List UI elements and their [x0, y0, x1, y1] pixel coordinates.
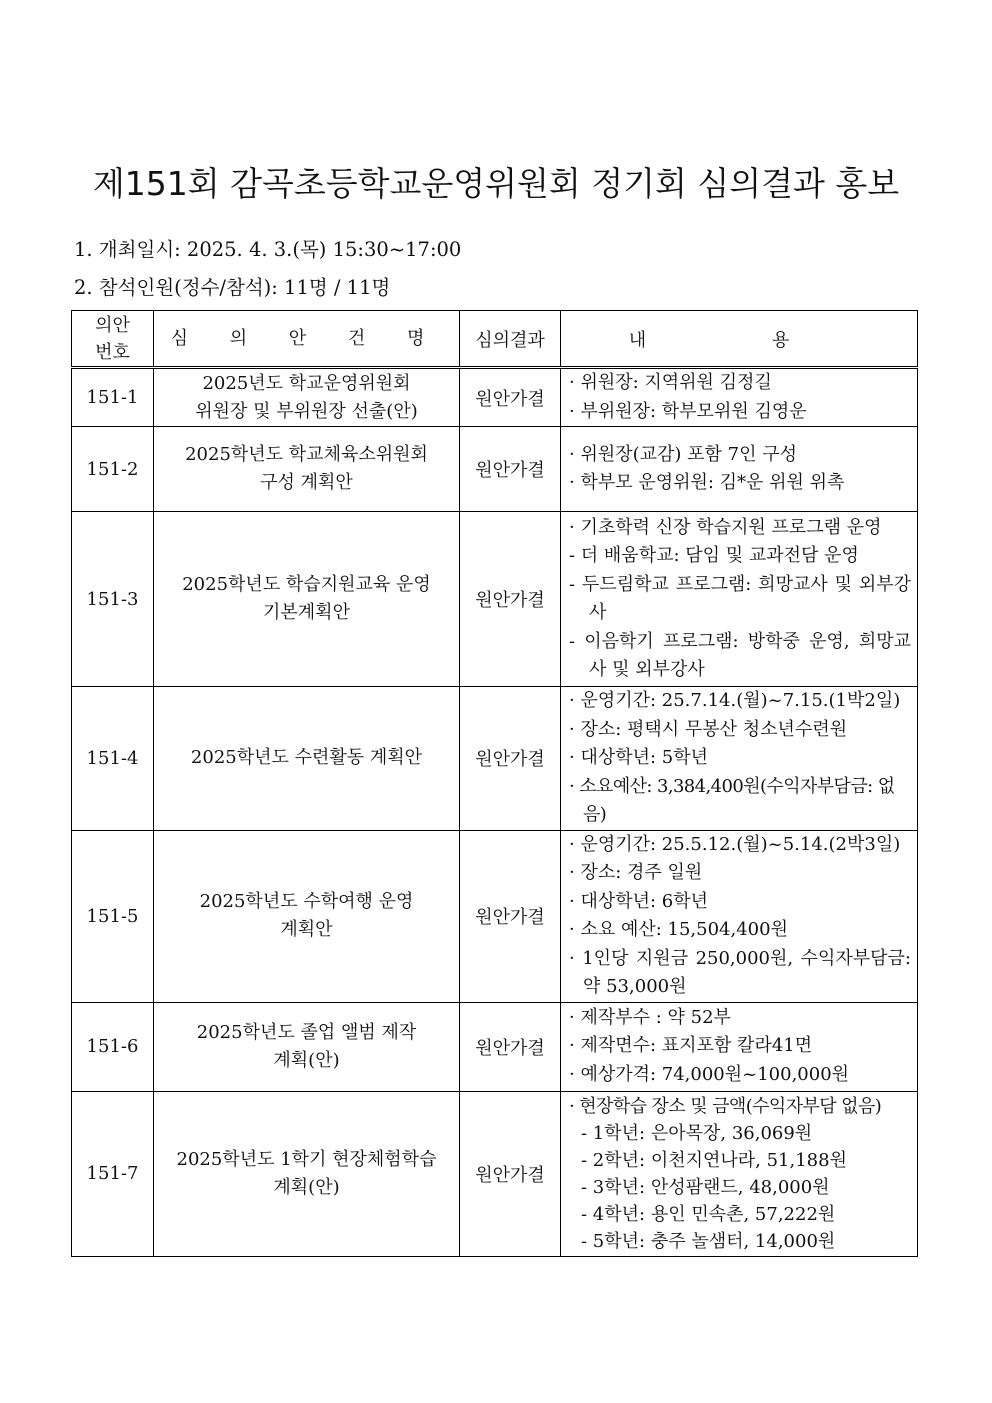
header-result: 심의결과 — [460, 311, 561, 368]
content-line: · 소요 예산: 15,504,400원 — [569, 919, 788, 940]
agenda-result: 원안가결 — [460, 427, 561, 512]
content-line: - 4학년: 용인 민속촌, 57,222원 — [581, 1203, 836, 1225]
content-line: - 이음학기 프로그램: 방학중 운영, 희망교사 및 외부강사 — [569, 630, 911, 680]
content-line: · 대상학년: 6학년 — [569, 890, 709, 912]
agenda-result: 원안가결 — [460, 687, 561, 831]
agenda-title — [154, 1091, 460, 1256]
agenda-content — [561, 830, 918, 1002]
content-line: · 대상학년: 5학년 — [569, 747, 709, 768]
meeting-datetime: 1. 개최일시: 2025. 4. 3.(목) 15:30~17:00 — [74, 238, 462, 261]
header-content: 내 용 — [561, 311, 918, 368]
agenda-content — [561, 687, 918, 831]
content-line: · 현장학습 장소 및 금액(수익자부담 없음) — [569, 1095, 882, 1117]
agenda-title-line: 계획(안) — [273, 1049, 340, 1071]
agenda-result: 원안가결 — [460, 830, 561, 1002]
agenda-result: 원안가결 — [460, 1002, 561, 1091]
agenda-title-line: 계획(안) — [273, 1176, 340, 1198]
content-line: · 기초학력 신장 학습지원 프로그램 운영 — [569, 516, 882, 538]
agenda-content — [561, 1002, 918, 1091]
agenda-title-line: 구성 계획안 — [260, 472, 353, 493]
table-row — [72, 1002, 918, 1091]
table-row — [72, 1091, 918, 1256]
agenda-title — [154, 427, 460, 512]
agenda-title-line: 위원장 및 부위원장 선출(안) — [195, 400, 418, 422]
agenda-title-line: 2025학년도 1학기 현장체험학습 — [176, 1148, 437, 1170]
content-line: · 위원장(교감) 포함 7인 구성 — [569, 443, 797, 465]
attendance: 2. 참석인원(정수/참석): 11명 / 11명 — [74, 276, 391, 299]
agenda-title — [154, 368, 460, 427]
content-line: - 1학년: 은아목장, 36,069원 — [581, 1122, 813, 1144]
content-line: · 장소: 경주 일원 — [569, 862, 703, 883]
deliberation-table — [71, 310, 918, 1257]
agenda-number: 151-5 — [72, 830, 154, 1002]
content-line: · 운영기간: 25.7.14.(월)~7.15.(1박2일) — [569, 690, 901, 711]
agenda-number: 151-6 — [72, 1002, 154, 1091]
table-row — [72, 830, 918, 1002]
page-title: 제151회 감곡초등학교운영위원회 정기회 심의결과 홍보 — [92, 164, 900, 203]
content-line: · 1인당 지원금 250,000원, 수익자부담금: 약 53,000원 — [569, 947, 911, 997]
content-line: · 예상가격: 74,000원~100,000원 — [569, 1063, 850, 1085]
content-line: - 2학년: 이천지연나라, 51,188원 — [581, 1149, 847, 1171]
header-agenda-number-line2: 번호 — [95, 341, 130, 363]
content-line: · 장소: 평택시 무봉산 청소년수련원 — [569, 718, 848, 740]
content-line: - 3학년: 안성팜랜드, 48,000원 — [581, 1176, 830, 1198]
header-agenda-title: 심 의 안 건 명 — [154, 311, 460, 368]
header-agenda-number-line1: 의안 — [95, 314, 130, 336]
content-line: - 두드림학교 프로그램: 희망교사 및 외부강사 — [569, 573, 911, 623]
content-line: · 부위원장: 학부모위원 김영운 — [569, 400, 807, 422]
agenda-number: 151-7 — [72, 1091, 154, 1256]
content-line: · 학부모 운영위원: 김*운 위원 위촉 — [569, 472, 845, 493]
agenda-content — [561, 1091, 918, 1256]
content-line: · 운영기간: 25.5.12.(월)~5.14.(2박3일) — [569, 833, 901, 855]
table-row — [72, 368, 918, 427]
table-row — [72, 687, 918, 831]
agenda-result: 원안가결 — [460, 368, 561, 427]
agenda-number: 151-3 — [72, 512, 154, 687]
agenda-title — [154, 830, 460, 1002]
agenda-title-line: 2025년도 학교운영위원회 — [202, 372, 411, 394]
agenda-result: 원안가결 — [460, 512, 561, 687]
content-line: - 더 배움학교: 담임 및 교과전담 운영 — [569, 545, 859, 566]
agenda-title-line: 계획안 — [280, 919, 333, 940]
agenda-title — [154, 687, 460, 831]
content-line: · 제작부수 : 약 52부 — [569, 1006, 731, 1028]
agenda-content — [561, 427, 918, 512]
content-line: - 5학년: 충주 놀샘터, 14,000원 — [581, 1230, 836, 1252]
agenda-title-line: 2025학년도 학습지원교육 운영 — [182, 574, 431, 595]
agenda-title-line: 2025학년도 수학여행 운영 — [199, 891, 414, 912]
agenda-title-line: 2025학년도 졸업 앨범 제작 — [196, 1021, 417, 1043]
table-row — [72, 512, 918, 687]
agenda-content — [561, 368, 918, 427]
table-header-row — [72, 311, 918, 368]
agenda-number: 151-1 — [72, 368, 154, 427]
content-line: · 제작면수: 표지포함 칼라41면 — [569, 1035, 813, 1057]
agenda-title-line: 기본계획안 — [263, 602, 350, 623]
header-agenda-number — [72, 311, 154, 368]
agenda-title — [154, 512, 460, 687]
agenda-content — [561, 512, 918, 687]
agenda-number: 151-2 — [72, 427, 154, 512]
agenda-number: 151-4 — [72, 687, 154, 831]
agenda-title-line: 2025학년도 학교체육소위원회 — [185, 444, 428, 465]
content-line: · 소요예산: 3,384,400원(수익자부담금: 없음) — [569, 775, 895, 825]
agenda-result: 원안가결 — [460, 1091, 561, 1256]
agenda-title — [154, 1002, 460, 1091]
table-row — [72, 427, 918, 512]
agenda-title-line: 2025학년도 수련활동 계획안 — [190, 747, 423, 769]
content-line: · 위원장: 지역위원 김정길 — [569, 372, 772, 393]
